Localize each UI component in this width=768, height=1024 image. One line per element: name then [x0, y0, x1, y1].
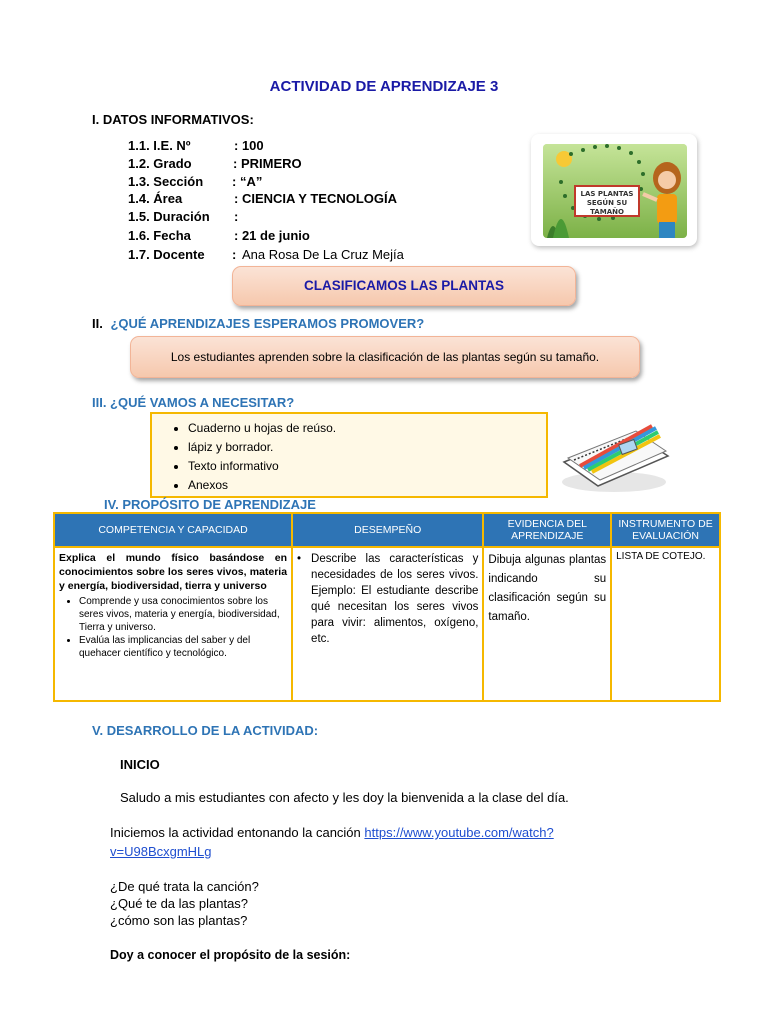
bullet-icon: • — [297, 553, 302, 565]
info-value: : — [232, 247, 237, 262]
cover-text-line3: TAMAÑO — [590, 208, 624, 216]
inicio-heading: INICIO — [120, 757, 160, 772]
section-aprendizajes — [92, 316, 424, 331]
section-necesitar: III. ¿QUÉ VAMOS A NECESITAR? — [92, 395, 295, 410]
song-link-continuation — [110, 844, 212, 859]
table-header: INSTRUMENTO DE EVALUACIÓN — [611, 513, 720, 547]
evidencia-text: Dibuja algunas plantas indicando su clasificación según su tamaño. — [488, 554, 607, 623]
cover-text-line2: SEGÚN SU — [586, 199, 628, 207]
instrumento-cell — [611, 547, 720, 701]
song-link[interactable]: v=U98BcxgmHLg — [110, 844, 212, 859]
evidencia-cell — [483, 547, 611, 701]
competencia-cell — [54, 547, 292, 701]
section-desarrollo: V. DESARROLLO DE LA ACTIVIDAD: — [92, 723, 319, 738]
question: ¿De qué trata la canción? — [110, 879, 259, 894]
table-row — [54, 547, 720, 701]
list-item: • Evalúa las implicancias del saber y del quehacer científico y tecnológico. — [79, 634, 287, 660]
page-title: ACTIVIDAD DE APRENDIZAJE 3 — [269, 78, 499, 95]
list-item: • Texto informativo — [188, 459, 546, 473]
cover-text-line1: LAS PLANTAS — [580, 190, 634, 198]
purpose-table — [53, 512, 721, 702]
info-value: : 21 de junio — [234, 228, 310, 243]
list-item: • Anexos — [188, 478, 546, 492]
info-value: : 100 — [234, 138, 264, 153]
list-item: • Cuaderno u hojas de reúso. — [188, 421, 546, 435]
table-header: EVIDENCIA DEL APRENDIZAJE — [483, 513, 611, 547]
greeting-text: Saludo a mis estudiantes con afecto y les doy la bienvenida a la clase del día. — [120, 790, 569, 805]
section-label: ¿QUÉ APRENDIZAJES ESPERAMOS PROMOVER? — [110, 316, 425, 331]
info-value: : — [234, 209, 239, 224]
list-item: • lápiz y borrador. — [188, 440, 546, 454]
desempeno-text: Describe las características y necesidades de los seres vivos. Ejemplo: El estudiante describe qué necesitan los seres vivos para vivir: alimentos, oxígeno, etc. — [311, 553, 479, 645]
instrumento-text: LISTA DE COTEJO. — [616, 551, 706, 562]
purpose-intro: Doy a conocer el propósito de la sesión: — [110, 948, 351, 962]
desempeno-item — [297, 551, 478, 647]
notebook-pencils-illustration — [554, 404, 674, 496]
info-value: : CIENCIA Y TECNOLOGÍA — [234, 191, 397, 206]
teacher-name: Ana Rosa De La Cruz Mejía — [242, 247, 404, 262]
info-value: : “A” — [232, 174, 263, 189]
cover-illustration — [531, 134, 697, 246]
info-key: 1.5. Duración — [128, 209, 210, 224]
desempeno-cell — [292, 547, 483, 701]
info-key: 1.6. Fecha — [128, 228, 191, 243]
session-title-box — [232, 266, 576, 306]
info-key: 1.2. Grado — [128, 156, 192, 171]
song-intro-text: Iniciemos la actividad entonando la canción — [110, 825, 361, 840]
table-header-row — [54, 513, 720, 547]
table-header: COMPETENCIA Y CAPACIDAD — [54, 513, 292, 547]
list-item: • Comprende y usa conocimientos sobre los seres vivos, materia y energía, biodiversidad, Tierra y universo. — [79, 595, 287, 634]
session-title: CLASIFICAMOS LAS PLANTAS — [304, 278, 504, 293]
info-key: 1.7. Docente — [128, 247, 205, 262]
cover-image-frame — [531, 134, 697, 246]
question: ¿cómo son las plantas? — [110, 913, 248, 928]
learning-box — [130, 336, 640, 378]
song-link[interactable]: https://www.youtube.com/watch? — [364, 825, 554, 840]
learning-text: Los estudiantes aprenden sobre la clasificación de las plantas según su tamaño. — [170, 350, 600, 364]
section-proposito: IV. PROPÓSITO DE APRENDIZAJE — [104, 497, 316, 512]
info-value: : PRIMERO — [233, 156, 302, 171]
competencia-text: Explica el mundo físico basándose en conocimientos sobre los seres vivos, materia y energía, biodiversidad, tierra y universo — [59, 552, 288, 592]
materials-list — [152, 414, 546, 492]
section-datos-informativos: I. DATOS INFORMATIVOS: — [92, 112, 254, 127]
info-key: 1.3. Sección — [128, 174, 204, 189]
section-number: II. — [92, 316, 103, 331]
info-key: 1.4. Área — [128, 191, 183, 206]
table-header: DESEMPEÑO — [292, 513, 483, 547]
materials-box — [150, 412, 548, 498]
info-key: 1.1. I.E. Nº — [128, 138, 191, 153]
capacidades-list — [59, 595, 287, 660]
song-intro-line — [110, 825, 554, 840]
question: ¿Qué te da las plantas? — [110, 896, 249, 911]
